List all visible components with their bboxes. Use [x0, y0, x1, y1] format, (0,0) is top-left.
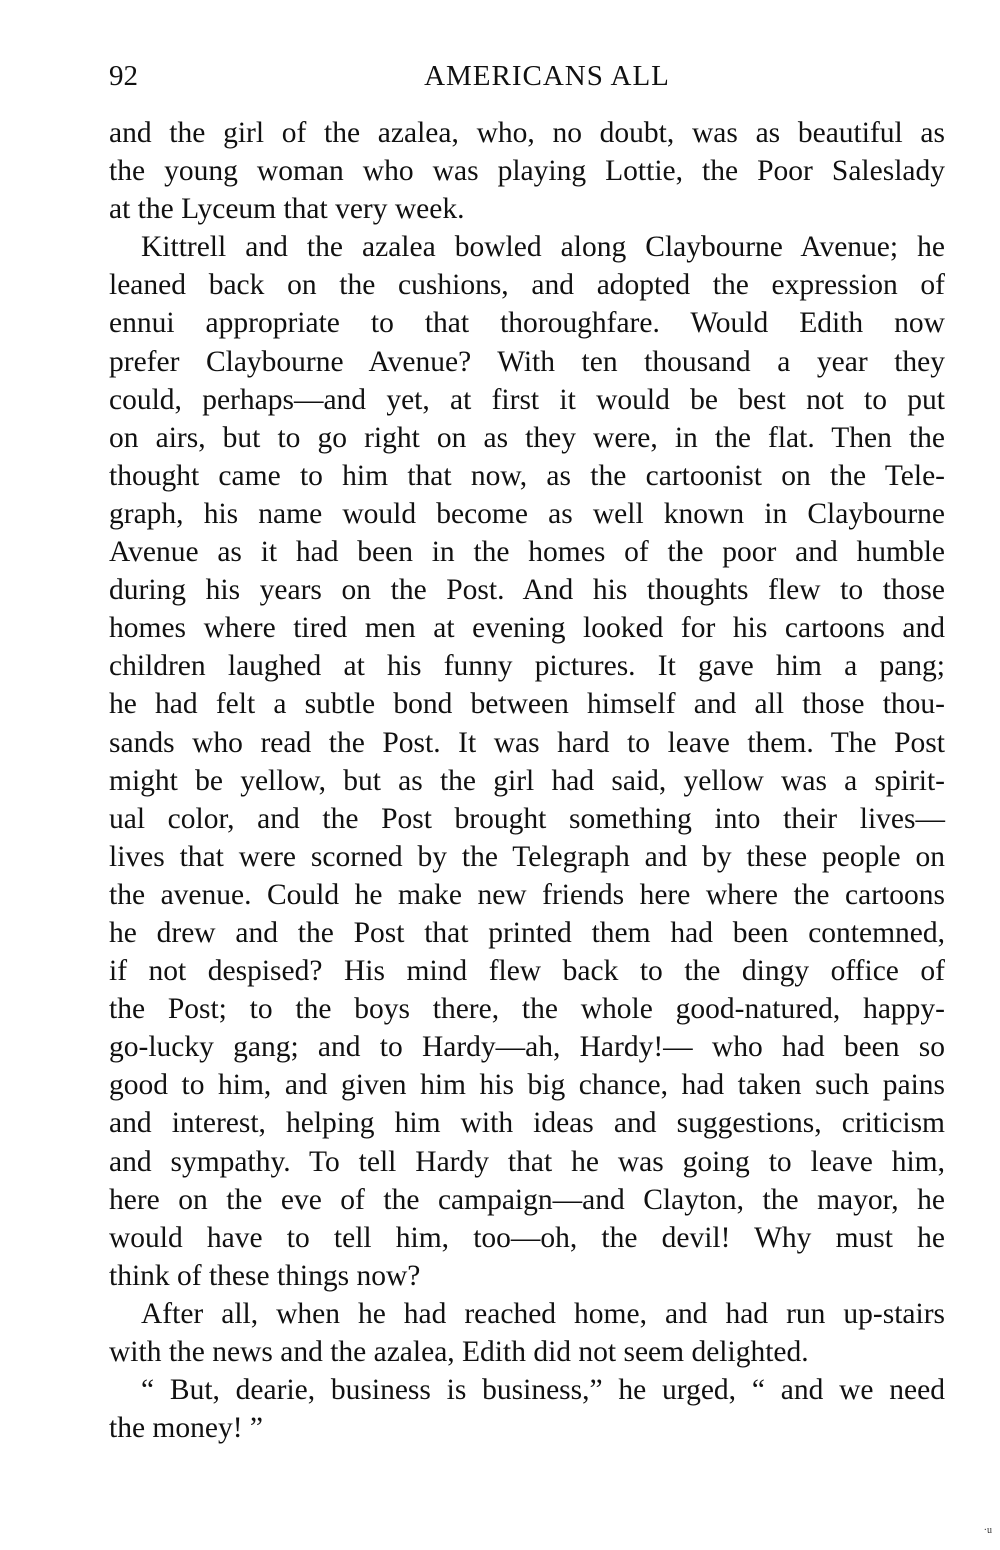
- text-line: the money! ”: [109, 1412, 263, 1445]
- text-line: would have to tell him, too—oh, the devil! Why must he: [109, 1221, 945, 1254]
- page-number: 92: [109, 60, 138, 92]
- text-line: if not despised? His mind flew back to the dingy office of: [109, 955, 945, 988]
- body-text: [109, 114, 945, 1447]
- text-line: and sympathy. To tell Hardy that he was going to leave him,: [109, 1145, 945, 1178]
- text-line: might be yellow, but as the girl had said, yellow was a spirit-: [109, 764, 945, 797]
- text-line: “ But, dearie, business is business,” he urged, “ and we need: [141, 1374, 945, 1407]
- paragraph: [109, 114, 945, 228]
- text-line: the avenue. Could he make new friends here where the cartoons: [109, 878, 945, 911]
- text-line: After all, when he had reached home, and had run up-stairs: [141, 1297, 945, 1330]
- text-line: during his years on the Post. And his thoughts flew to those: [109, 574, 945, 607]
- text-line: lives that were scorned by the Telegraph and by these people on: [109, 840, 945, 873]
- text-line: prefer Claybourne Avenue? With ten thousand a year they: [109, 345, 945, 378]
- text-line: on airs, but to go right on as they were, in the flat. Then the: [109, 421, 945, 454]
- page-mark: ·u: [983, 1525, 992, 1536]
- text-line: the Post; to the boys there, the whole good-natured, happy-: [109, 993, 945, 1026]
- text-line: Kittrell and the azalea bowled along Claybourne Avenue; he: [141, 231, 945, 264]
- text-line: could, perhaps—and yet, at first it would be best not to put: [109, 383, 945, 416]
- text-line: sands who read the Post. It was hard to leave them. The Post: [109, 726, 945, 759]
- text-line: he drew and the Post that printed them had been contemned,: [109, 916, 945, 949]
- text-line: here on the eve of the campaign—and Clayton, the mayor, he: [109, 1183, 945, 1216]
- text-line: and interest, helping him with ideas and suggestions, criticism: [109, 1107, 945, 1140]
- text-line: he had felt a subtle bond between himself and all those thou-: [109, 688, 945, 721]
- text-line: the young woman who was playing Lottie, the Poor Saleslady: [109, 155, 945, 188]
- text-line: ual color, and the Post brought something into their lives—: [109, 802, 945, 835]
- running-title: AMERICANS ALL: [424, 60, 670, 92]
- text-line: children laughed at his funny pictures. It gave him a pang;: [109, 650, 945, 683]
- text-line: homes where tired men at evening looked for his cartoons and: [109, 612, 945, 645]
- running-head: [109, 58, 945, 94]
- text-line: and the girl of the azalea, who, no doubt, was as beautiful as: [109, 117, 945, 149]
- text-line: Avenue as it had been in the homes of the poor and humble: [109, 536, 945, 569]
- text-line: graph, his name would become as well known in Claybourne: [109, 497, 945, 530]
- text-line: thought came to him that now, as the cartoonist on the Tele-: [109, 459, 945, 492]
- paragraph: [109, 1371, 945, 1447]
- text-line: leaned back on the cushions, and adopted the expression of: [109, 269, 945, 302]
- text-line: at the Lyceum that very week.: [109, 193, 465, 226]
- text-line: go-lucky gang; and to Hardy—ah, Hardy!— who had been so: [109, 1031, 945, 1064]
- paragraph: [109, 228, 945, 1295]
- paragraph: [109, 1295, 945, 1371]
- text-line: ennui appropriate to that thoroughfare. Would Edith now: [109, 307, 945, 340]
- text-line: with the news and the azalea, Edith did not seem delighted.: [109, 1336, 809, 1368]
- text-line: good to him, and given him his big chance, had taken such pains: [109, 1069, 945, 1102]
- text-line: think of these things now?: [109, 1259, 421, 1292]
